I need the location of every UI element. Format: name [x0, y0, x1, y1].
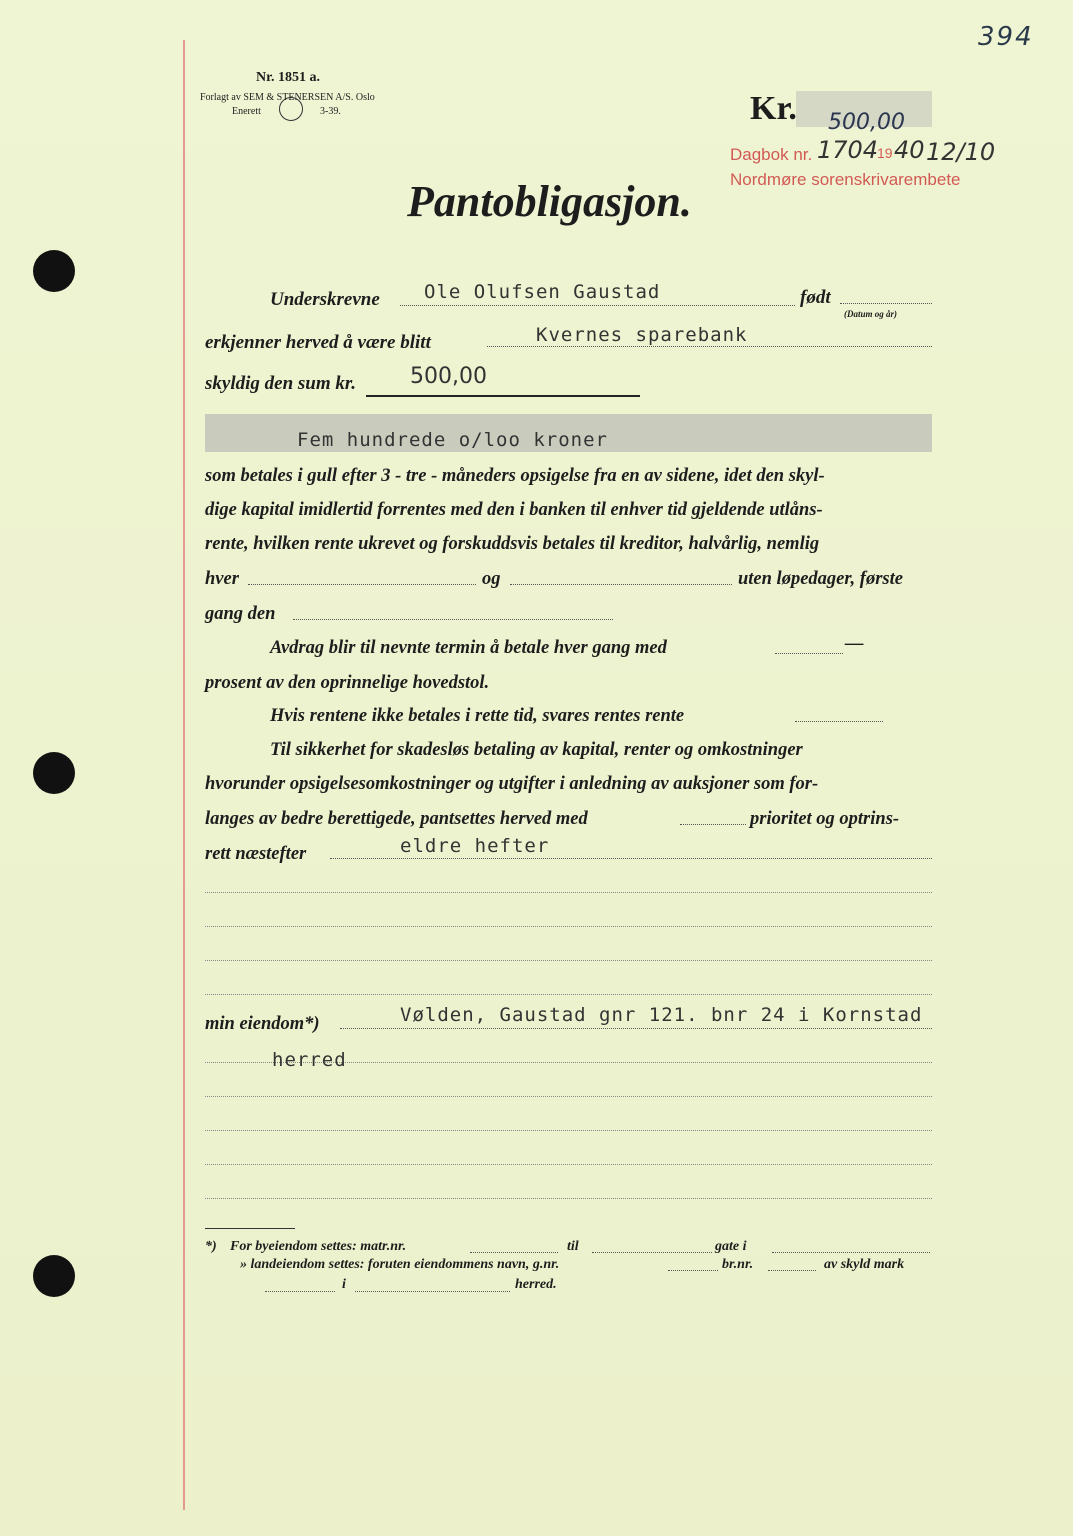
hver-label: hver — [205, 569, 239, 589]
blank-line-8 — [205, 1198, 932, 1199]
hvis-line — [795, 721, 883, 722]
form-number: Nr. 1851 a. — [256, 70, 321, 85]
gang-den-line — [293, 619, 613, 620]
footnote-dots-4 — [668, 1270, 718, 1271]
margin-rule — [183, 40, 185, 1510]
publisher-logo — [279, 97, 303, 121]
avdrag-line — [775, 653, 843, 654]
eiendom-line — [340, 1028, 932, 1029]
prioritet-line — [680, 824, 746, 825]
footnote-dots-6 — [265, 1291, 335, 1292]
publisher-line: Forlagt av SEM & STENERSEN A/S. Oslo — [200, 92, 375, 103]
footnote-dots-3 — [772, 1252, 930, 1253]
publisher-enerett: Enerett — [232, 106, 261, 117]
uten-label: uten løpedager, første — [738, 569, 903, 589]
footnote-line-2c: av skyld mark — [824, 1257, 905, 1272]
footnote-dots-2 — [592, 1252, 712, 1253]
body-line-2: dige kapital imidlertid forrentes med den i banken til enhver tid gjeldende utlåns- — [205, 500, 823, 520]
year-prefix: 19 — [877, 145, 893, 161]
rett-label: rett næstefter — [205, 844, 307, 864]
acknowledge-label: erkjenner herved å være blitt — [205, 332, 431, 353]
form-date: 3-39. — [320, 106, 341, 117]
rett-value: eldre hefter — [400, 835, 550, 857]
footnote-line-1b: til — [567, 1239, 579, 1254]
document-title: Pantobligasjon. — [407, 177, 692, 226]
undersigned-value: Ole Olufsen Gaustad — [424, 281, 661, 303]
blank-line-5 — [205, 1096, 932, 1097]
binder-hole-middle — [33, 752, 75, 794]
footnote-dots-7 — [355, 1291, 510, 1292]
sum-underline — [366, 395, 640, 397]
page-number: 394 — [978, 22, 1034, 52]
blank-line-4 — [205, 994, 932, 995]
creditor-line — [487, 346, 932, 347]
amount-label: Kr. — [750, 90, 797, 127]
eiendom-value-1: Vølden, Gaustad gnr 121. bnr 24 i Kornstad — [400, 1004, 923, 1026]
footnote-line-2a: » landeiendom settes: foruten eiendommens navn, g.nr. — [240, 1257, 560, 1272]
footnote-rule — [205, 1228, 295, 1229]
body-line-3: rente, hvilken rente ukrevet og forskuddsvis betales til kreditor, halvårlig, nemlig — [205, 534, 820, 554]
og-line — [510, 584, 732, 585]
til-line-3a: langes av bedre berettigede, pantsettes herved med — [205, 809, 588, 829]
amount-value: 500,00 — [828, 110, 905, 135]
rett-line — [330, 858, 932, 859]
sum-value: 500,00 — [410, 364, 487, 389]
blank-line-7 — [205, 1164, 932, 1165]
owing-label: skyldig den sum kr. — [205, 373, 356, 394]
office-stamp: Nordmøre sorenskrivarembete — [730, 170, 961, 189]
blank-line-2 — [205, 926, 932, 927]
undersigned-label: Underskrevne — [270, 289, 380, 310]
gang-den-label: gang den — [205, 604, 276, 624]
til-line-3b: prioritet og optrins- — [750, 809, 900, 829]
footnote-dots-5 — [768, 1270, 816, 1271]
blank-line-3 — [205, 960, 932, 961]
eiendom-value-2: herred — [272, 1049, 347, 1071]
avdrag-dash: — — [845, 634, 864, 654]
hvis-text: Hvis rentene ikke betales i rette tid, svares rentes rente — [270, 706, 685, 726]
blank-line-6 — [205, 1130, 932, 1131]
dagbok-number: 1704 — [817, 136, 879, 164]
born-line — [840, 303, 932, 304]
body-line-1: som betales i gull efter 3 - tre - måneders opsigelse fra en av sidene, idet den skyl- — [205, 466, 825, 486]
prosent-text: prosent av den oprinnelige hovedstol. — [205, 673, 490, 693]
footnote-line-3b: herred. — [515, 1277, 557, 1292]
dagbok-date: 12/10 — [926, 138, 996, 166]
og-label: og — [482, 569, 501, 589]
til-line-1: Til sikkerhet for skadesløs betaling av kapital, renter og omkostninger — [270, 740, 803, 760]
creditor-value: Kvernes sparebank — [536, 324, 748, 346]
sum-words: Fem hundrede o/loo kroner — [297, 429, 608, 451]
born-hint: (Datum og år) — [844, 309, 898, 319]
dagbok-label: Dagbok nr. — [730, 145, 813, 164]
hver-line — [248, 584, 476, 585]
footnote-line-1a: For byeiendom settes: matr.nr. — [230, 1239, 407, 1254]
footnote-line-2b: br.nr. — [722, 1257, 754, 1272]
dagbok-year: 40 — [894, 136, 925, 164]
til-line-2: hvorunder opsigelsesomkostninger og utgifter i anledning av auksjoner som for- — [205, 774, 819, 794]
footnote-mark: *) — [205, 1239, 217, 1254]
undersigned-line — [400, 305, 795, 306]
binder-hole-top — [33, 250, 75, 292]
avdrag-text: Avdrag blir til nevnte termin å betale hver gang med — [270, 638, 667, 658]
born-label: født — [800, 287, 831, 308]
blank-line-1 — [205, 892, 932, 893]
binder-hole-bottom — [33, 1255, 75, 1297]
footnote-dots-1 — [470, 1252, 558, 1253]
footnote-line-1c: gate i — [715, 1239, 747, 1254]
eiendom-label: min eiendom*) — [205, 1014, 320, 1034]
footnote-line-3a: i — [342, 1277, 346, 1292]
